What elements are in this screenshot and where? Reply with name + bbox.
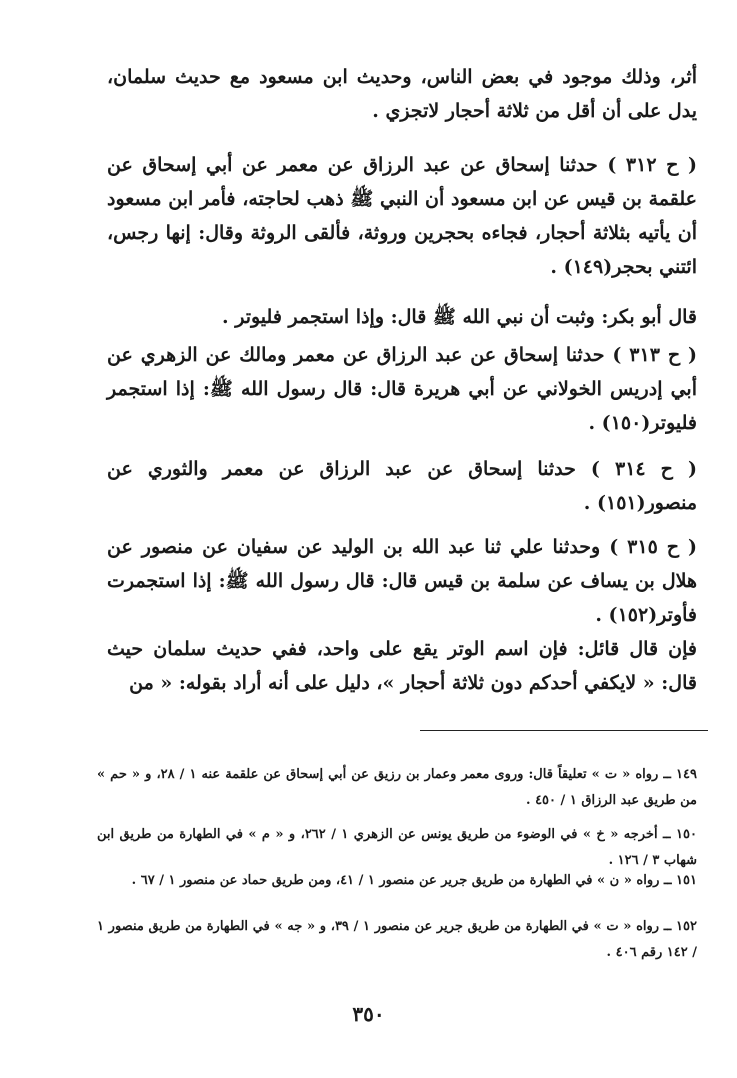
abu-bakr-statement: قال أبو بكر: وثبت أن نبي الله ﷺ قال: وإذا استجمر فليوتر . xyxy=(221,306,697,328)
footnote-149: ١٤٩ ــ رواه « ت » تعليقاً قال: وروى معمر وعمار بن رزيق عن أبي إسحاق عن علقمة عنه ١ / ٢٨، و « حم » من طريق عبد الرزاق ١ / ٤٥٠ . xyxy=(97,767,697,808)
footnote-151: ١٥١ ــ رواه « ن » في الطهارة من طريق جرير عن منصور ١ / ٤١، ومن طريق حماد عن منصور ١ / ٦٧ . xyxy=(131,873,697,888)
footnote-150: ١٥٠ ــ أخرجه « خ » في الوضوء من طريق يونس عن الزهري ١ / ٢٦٢، و « م » في الطهارة من طريق ابن شهاب ٣ / ١٢٦ . xyxy=(97,827,697,868)
page-number: ٣٥٠ xyxy=(352,1002,385,1026)
hadith-315: ( ح ٣١٥ ) وحدثنا علي ثنا عبد الله بن الوليد عن سفيان عن منصور عن هلال بن يساف عن سلمة بن قيس قال: قال رسول الله ﷺ: إذا استجمرت فأوتر(١٥٢) . xyxy=(107,536,698,626)
hadith-313: ( ح ٣١٣ ) حدثنا إسحاق عن عبد الرزاق عن معمر ومالك عن الزهري عن أبي إدريس الخولاني عن أبي هريرة قال: قال رسول الله ﷺ: إذا استجمر فليوتر(١٥٠) . xyxy=(107,344,698,434)
footnote-separator xyxy=(420,730,708,731)
objection-paragraph: فإن قال قائل: فإن اسم الوتر يقع على واحد، ففي حديث سلمان حيث قال: « لايكفي أحدكم دون ثلاثة أحجار »، دليل على أنه أراد بقوله: « من xyxy=(107,638,697,694)
hadith-314: ( ح ٣١٤ ) حدثنا إسحاق عن عبد الرزاق عن معمر والثوري عن منصور(١٥١) . xyxy=(107,458,697,514)
hadith-312: ( ح ٣١٢ ) حدثنا إسحاق عن عبد الرزاق عن معمر عن أبي إسحاق عن علقمة بن قيس عن ابن مسعود أن النبي ﷺ ذهب لحاجته، فأمر ابن مسعود أن يأتيه بثلاثة أحجار، فجاءه بحجرين وروثة، فألقى الروثة وقال: إنها رجس، ائتني بحجر(١٤٩) . xyxy=(107,154,698,278)
footnote-152: ١٥٢ ــ رواه « ت » في الطهارة من طريق جرير عن منصور ١ / ٣٩، و « جه » في الطهارة من طريق منصور ١ / ١٤٢ رقم ٤٠٦ . xyxy=(97,919,697,960)
body-paragraph-continuation: أثر، وذلك موجود في بعض الناس، وحديث ابن مسعود مع حديث سلمان، يدل على أن أقل من ثلاثة أحجار لاتجزي . xyxy=(107,66,697,122)
